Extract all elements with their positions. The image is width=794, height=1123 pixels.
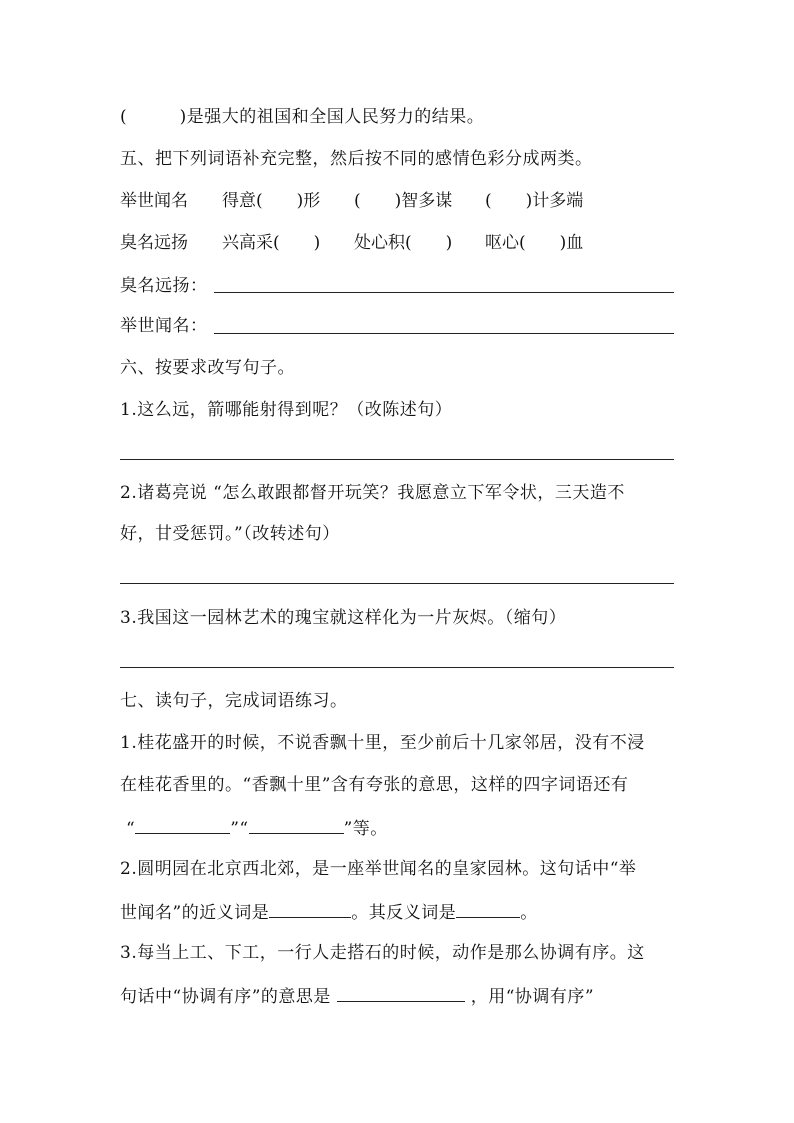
answer-line-6-1[interactable] (120, 459, 674, 460)
antonym-prompt: 。其反义词是 (351, 903, 457, 923)
question-6-3: 3.我国这一园林艺术的瑰宝就这样化为一片灰烬。（缩句） (120, 608, 567, 628)
category-2-label: 举世闻名： (120, 316, 208, 336)
category-1-answer-line[interactable] (214, 292, 674, 293)
word-cell[interactable]: ( )计多端 (485, 191, 584, 211)
question-6-2-line-2: 好，甘受惩罚。”（改转述句） (120, 524, 340, 544)
question-7-1-line-3 (126, 815, 388, 841)
category-2-answer-line[interactable] (214, 333, 674, 334)
meaning-prompt: 句话中“协调有序”的意思是 (120, 987, 331, 1007)
section-5-title: 五、把下列词语补充完整，然后按不同的感情色彩分成两类。 (120, 149, 593, 169)
section-6-title: 六、按要求改写句子。 (120, 358, 295, 378)
word-cell[interactable]: 呕心( )血 (485, 233, 584, 253)
word-cell[interactable]: 处心积( ) (354, 233, 453, 253)
answer-line-6-2[interactable] (120, 583, 674, 584)
fill-sentence-line: ( )是强大的祖国和全国人民努力的结果。 (120, 107, 485, 127)
word-cell: 臭名远扬 (120, 233, 188, 253)
antonym-blank[interactable] (456, 899, 520, 918)
category-1-label: 臭名远扬： (120, 276, 208, 296)
question-7-1-line-1: 1.桂花盛开的时候，不说香飘十里，至少前后十几家邻居，没有不浸 (120, 733, 645, 753)
close-quote: ” (343, 819, 353, 839)
blank-word-1[interactable] (135, 815, 230, 834)
question-6-2-line-1: 2.诸葛亮说 “怎么敢跟都督开玩笑？我愿意立下军令状，三天造不 (120, 483, 625, 503)
line-end-text: 。 (520, 903, 538, 923)
open-quote: “ (126, 819, 136, 839)
synonym-blank[interactable] (269, 899, 351, 918)
question-7-3-line-2 (120, 983, 594, 1009)
word-cell[interactable]: 得意( )形 (222, 191, 321, 211)
word-cell[interactable]: ( )智多谋 (354, 191, 453, 211)
question-7-2-line-1: 2.圆明园在北京西北郊，是一座举世闻名的皇家园林。这句话中“举 (120, 859, 637, 879)
meaning-blank[interactable] (337, 983, 465, 1002)
synonym-prompt: 世闻名”的近义词是 (120, 903, 270, 923)
answer-line-6-3[interactable] (120, 667, 674, 668)
line-end-text: 等。 (352, 819, 388, 839)
usage-prompt: ，用“协调有序” (470, 987, 595, 1007)
question-6-1: 1.这么远，箭哪能射得到呢？（改陈述句） (120, 400, 453, 420)
word-cell: 举世闻名 (120, 191, 188, 211)
question-7-3-line-1: 3.每当上工、下工，一行人走搭石的时候，动作是那么协调有序。这 (120, 943, 645, 963)
section-7-title: 七、读句子，完成词语练习。 (120, 691, 348, 711)
word-cell[interactable]: 兴高采( ) (222, 233, 321, 253)
question-7-2-line-2 (120, 899, 538, 925)
blank-word-2[interactable] (249, 815, 344, 834)
question-7-1-line-2: 在桂花香里的。“香飘十里”含有夸张的意思，这样的四字词语还有 (120, 775, 629, 795)
mid-quote: ”“ (230, 819, 249, 839)
